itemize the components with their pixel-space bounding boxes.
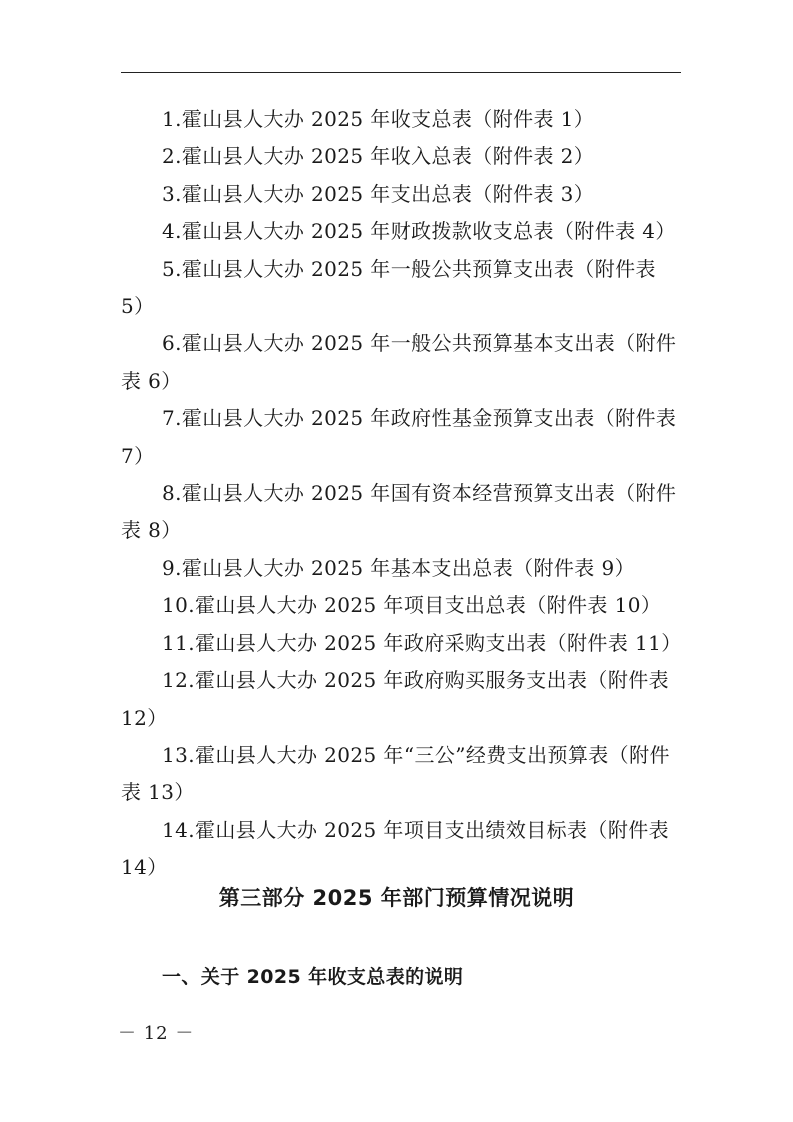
list-item: 9.霍山县人大办 2025 年基本支出总表（附件表 9） [162, 555, 635, 580]
list-item: 8.霍山县人大办 2025 年国有资本经营预算支出表（附件表 8） [121, 481, 677, 543]
list-item: 12.霍山县人大办 2025 年政府购买服务支出表（附件表 12） [121, 668, 670, 730]
header-rule [121, 72, 681, 73]
attachment-list [121, 101, 683, 887]
list-item: 7.霍山县人大办 2025 年政府性基金预算支出表（附件表 7） [121, 406, 677, 468]
list-item: 13.霍山县人大办 2025 年“三公”经费支出预算表（附件表 13） [121, 742, 670, 805]
sub-heading: 一、关于 2025 年收支总表的说明 [162, 966, 464, 988]
list-item: 5.霍山县人大办 2025 年一般公共预算支出表（附件表 5） [121, 256, 656, 319]
list-item: 14.霍山县人大办 2025 年项目支出绩效目标表（附件表 14） [121, 817, 670, 880]
list-item: 2.霍山县人大办 2025 年收入总表（附件表 2） [162, 144, 595, 169]
list-item: 11.霍山县人大办 2025 年政府采购支出表（附件表 11） [162, 630, 682, 655]
list-item: 10.霍山县人大办 2025 年项目支出总表（附件表 10） [162, 593, 662, 618]
list-item: 3.霍山县人大办 2025 年支出总表（附件表 3） [162, 181, 595, 206]
list-item: 1.霍山县人大办 2025 年收支总表（附件表 1） [162, 107, 595, 131]
page-number: － 12 － [118, 1023, 195, 1044]
section-heading: 第三部分 2025 年部门预算情况说明 [218, 886, 575, 910]
list-item: 4.霍山县人大办 2025 年财政拨款收支总表（附件表 4） [162, 219, 676, 244]
list-item: 6.霍山县人大办 2025 年一般公共预算基本支出表（附件表 6） [121, 331, 677, 393]
